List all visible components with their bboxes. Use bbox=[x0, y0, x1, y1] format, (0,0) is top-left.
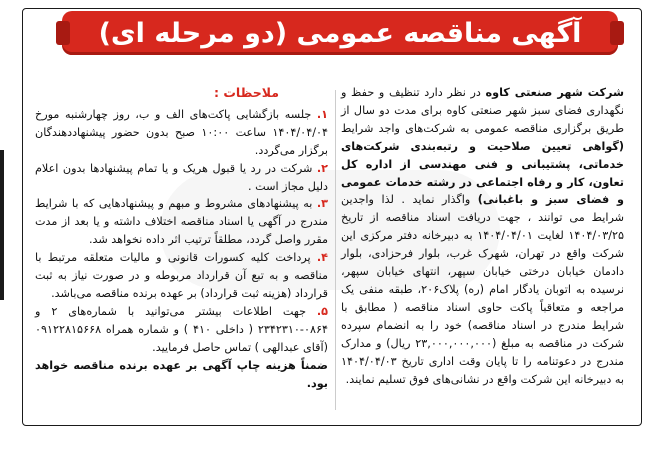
title-banner bbox=[62, 11, 618, 55]
note-item bbox=[35, 303, 328, 357]
notes-heading: ملاحظات : bbox=[213, 85, 280, 100]
main-announcement-text bbox=[341, 84, 624, 388]
note-number: ۳. bbox=[316, 197, 328, 211]
note-item bbox=[35, 106, 328, 160]
qualification-requirement: (گواهی تعیین صلاحیت و رتبه‌بندی شرکت‌های خدماتی، پشتیبانی و فنی مهندسی از اداره کل تعاون، کار و رفاه اجتماعی در رشته خدمات عمومی و فضای سبز و باغبانی) bbox=[341, 139, 625, 207]
note-text: شرکت در رد یا قبول هریک و یا تمام پیشنهادها بدون اعلام دلیل مجاز است . bbox=[35, 161, 328, 193]
page-edge-mark bbox=[0, 150, 4, 300]
note-item bbox=[35, 249, 328, 303]
notes-section bbox=[35, 84, 328, 392]
note-number: ۴. bbox=[316, 251, 328, 265]
printing-cost-footnote: ضمناً هزینه چاپ آگهی بر عهده برنده مناقصه خواهد بود. bbox=[35, 358, 328, 390]
column-divider bbox=[335, 90, 336, 410]
note-text: جهت اطلاعات بیشتر می‌توانید با شماره‌های ۲ و ۰۸۶۴-۲۳۴۲۳۱۰ ( داخلی ۴۱۰ ) و شماره همراه ۰۹۱۲۲۸۱۵۶۶۸ (آقای عبدالهی ) تماس حاصل فرمایید. bbox=[35, 304, 328, 354]
note-item bbox=[35, 160, 328, 196]
company-name: شرکت شهر صنعتی کاوه bbox=[485, 86, 625, 99]
note-number: ۲. bbox=[316, 161, 329, 175]
note-text: پرداخت کلیه کسورات قانونی و مالیات متعلقه مرتبط با مناقصه و به تبع آن قرارداد مربوطه و در صورت نیاز به ثبت قرارداد (هزینه ثبت قرارداد) بر عهده برنده مناقصه می‌باشد. bbox=[35, 251, 328, 300]
announcement-paragraph bbox=[341, 84, 624, 388]
banner-curl-left bbox=[56, 21, 70, 45]
note-number: ۱. bbox=[316, 107, 329, 121]
note-text: به پیشنهادهای مشروط و مبهم و پیشنهادهایی که با شرایط مندرج در آگهی یا اسناد مناقصه اختلاف داشته و یا بعد از مدت مقرر واصل گردد، مطلقاً ترتیب اثر داده نخواهد شد. bbox=[35, 197, 328, 247]
note-number: ۵. bbox=[316, 304, 329, 318]
announcement-text-part-2: واگذار نماید . لذا واجدین شرایط می توانند ، جهت دریافت اسناد مناقصه از تاریخ ۱۴۰۴/۰۳/۲۵ لغایت ۱۴۰۴/۰۴/۰۱ به دبیرخانه دفتر مرکزی این شرکت واقع در تهران، شهرک غرب، بلوار فرحزادی، بلوار دادمان خیابان درختی خیابان سپهر، انتهای خیابان سپهر، نرسیده به اتوبان یادگار امام (ره) پلاک۲۰۶، طبقه منفی یک مراجعه و متعاقباً پاکت حاوی اسناد مناقصه ( مطابق با شرایط مندرج در اسناد مناقصه) خود را به انضمام سپرده شرکت در مناقصه به مبلغ (۲۳,۰۰۰,۰۰۰,۰۰۰ ریال) و مدارک مندرج در دعوتنامه را تا پایان وقت اداری تاریخ ۱۴۰۴/۰۴/۰۳ به دبیرخانه این شرکت واقع در نشانی‌های فوق تسلیم نمایند. bbox=[341, 193, 624, 386]
banner-curl-right bbox=[610, 21, 624, 45]
note-item bbox=[35, 195, 328, 249]
note-text: جلسه بازگشایی پاکت‌های الف و ب، روز چهارشنبه مورخ ۱۴۰۴/۰۴/۰۴ ساعت ۱۰:۰۰ صبح بدون حضور پیشنهاددهندگان برگزار می‌گردد. bbox=[35, 107, 328, 157]
announcement-text-part-1: در نظر دارد تنظیف و حفظ و نگهداری فضای سبز شهر صنعتی کاوه برای مدت دو سال از طریق برگزاری مناقصه عمومی به شرکت‌های واجد شرایط bbox=[341, 86, 624, 135]
advertisement-title: آگهی مناقصه عمومی (دو مرحله ای) bbox=[98, 17, 582, 49]
